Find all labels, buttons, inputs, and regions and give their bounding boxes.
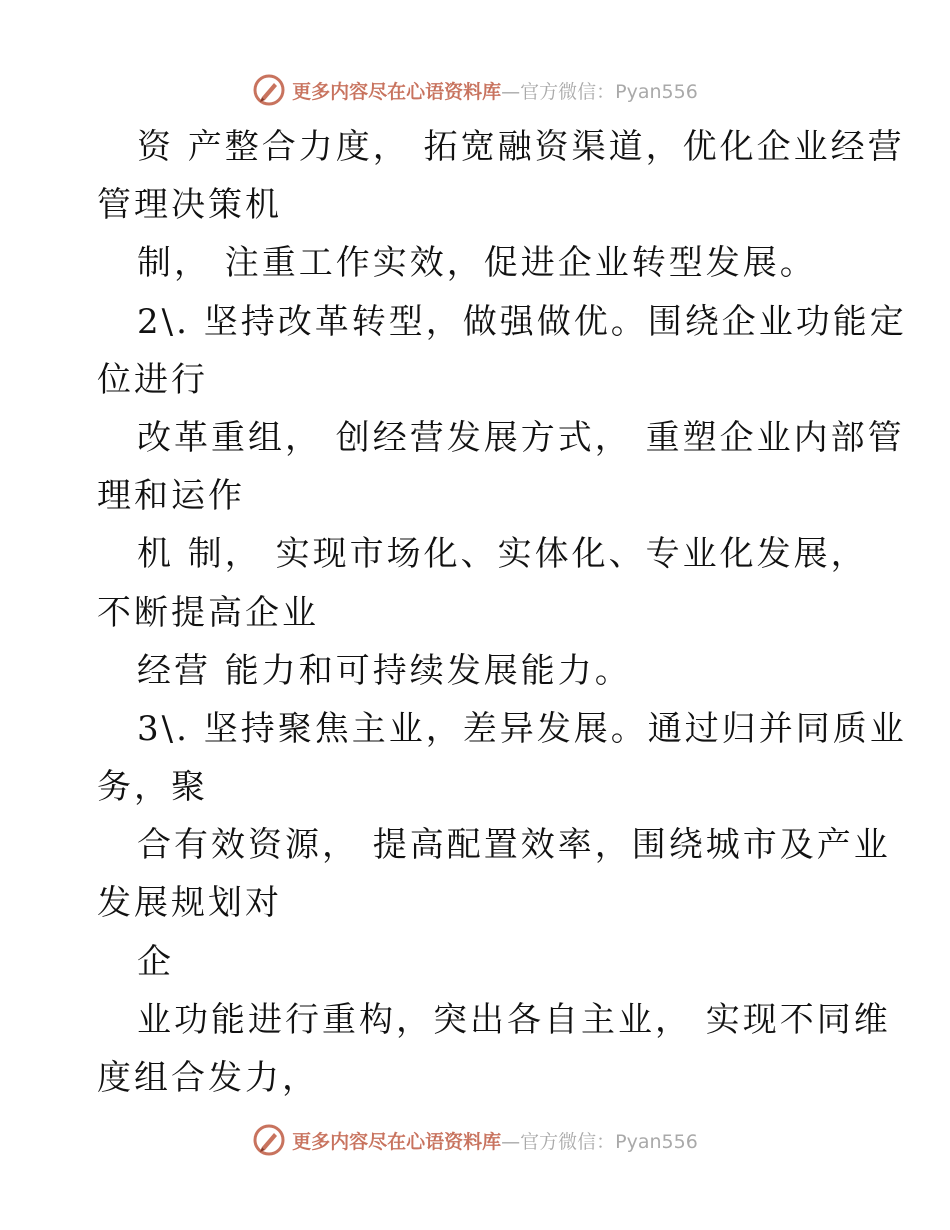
- document-line: 改革重组， 创经营发展方式， 重塑企业内部管: [137, 417, 905, 458]
- document-line: 合有效资源， 提高配置效率，围绕城市及产业: [137, 825, 891, 866]
- footer-banner: [0, 1120, 950, 1160]
- document-line: 理和运作: [97, 476, 245, 517]
- header-banner: [0, 70, 950, 110]
- document-line: 业功能进行重构，突出各自主业， 实现不同维: [137, 999, 891, 1040]
- header-banner-brand: 更多内容尽在心语资料库: [292, 80, 502, 103]
- document-line: 度组合发力，: [97, 1058, 319, 1098]
- document-line: 管理决策机: [97, 185, 282, 226]
- footer-banner-brand: 更多内容尽在心语资料库: [292, 1130, 502, 1153]
- document-line: 务，聚: [97, 767, 208, 808]
- document-line: 经营 能力和可持续发展能力。: [137, 650, 632, 691]
- document-body: [97, 118, 907, 1107]
- document-line: 制， 注重工作实效，促进企业转型发展。: [137, 243, 817, 284]
- document-line: 企: [137, 941, 174, 982]
- pen-logo-icon: [252, 73, 286, 107]
- document-line: 机 制， 实现市场化、实体化、专业化发展，: [137, 534, 868, 575]
- header-banner-text: [292, 77, 698, 104]
- pen-logo-icon: [252, 1123, 286, 1157]
- footer-banner-contact: —官方微信：Pyan556: [501, 1130, 698, 1153]
- document-line: 位进行: [97, 359, 208, 400]
- document-line: 2\. 坚持改革转型，做强做优。围绕企业功能定: [137, 301, 907, 342]
- document-line: 资 产整合力度， 拓宽融资渠道，优化企业经营: [137, 127, 905, 167]
- document-line: 发展规划对: [97, 883, 282, 924]
- footer-banner-text: [292, 1127, 698, 1154]
- header-banner-contact: —官方微信：Pyan556: [501, 80, 698, 103]
- document-line: 3\. 坚持聚焦主业，差异发展。通过归并同质业: [137, 708, 907, 749]
- document-line: 不断提高企业: [97, 592, 319, 633]
